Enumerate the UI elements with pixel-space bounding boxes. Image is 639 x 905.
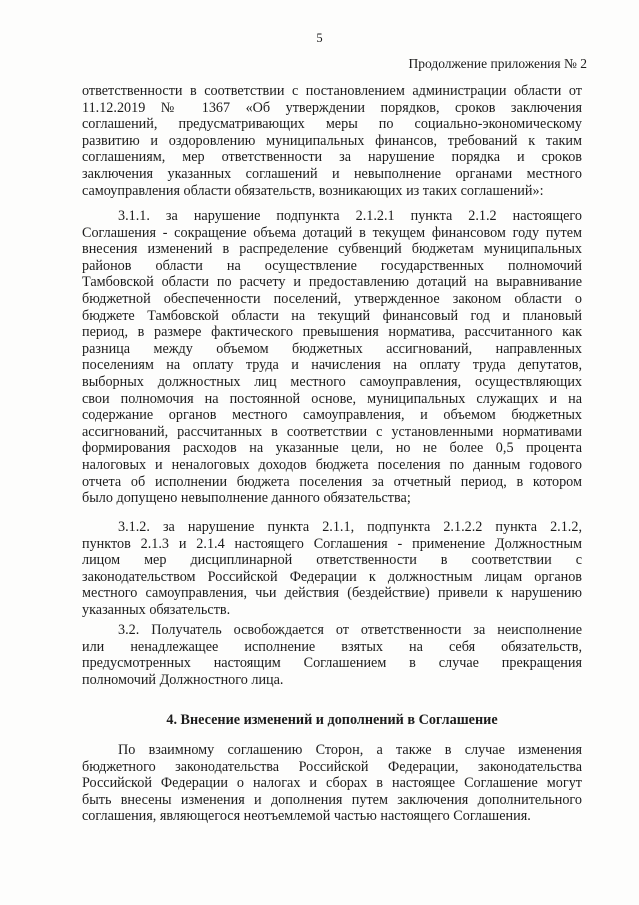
text-line: было допущено невыполнение данного обязательства; (82, 490, 411, 507)
text-line: разница между объемом бюджетных ассигнований, направленных (82, 340, 582, 357)
text-line: или ненадлежащее исполнение взятых на себя обязательств, (82, 638, 582, 655)
text-line: формирования расходов на указанные цели, но не более 0,5 процента (82, 440, 582, 457)
text-line: период, в размере фактического превышения норматива, рассчитанного как (82, 324, 582, 341)
text-line: внесения изменений в распределение субвенций бюджетам муниципальных (82, 241, 582, 258)
text-line: лицом мер дисциплинарной ответственности в соответствии с (82, 552, 582, 569)
text-line: 3.1.2. за нарушение пункта 2.1.1, подпункта 2.1.2.2 пункта 2.1.2, (118, 519, 582, 535)
paragraph-3-1-2 (82, 519, 582, 619)
text-line: полномочий Должностного лица. (82, 671, 284, 688)
text-line: указанных обязательств. (82, 601, 231, 618)
text-line: 3.1.1. за нарушение подпункта 2.1.2.1 пункта 2.1.2 настоящего (118, 208, 582, 224)
text-line: соглашениям, мер ответственности за нарушение порядка и сроков (82, 149, 582, 166)
text-line: предусмотренных настоящим Соглашением в случае прекращения (82, 655, 582, 672)
text-line: пунктов 2.1.3 и 2.1.4 настоящего Соглашения - применение Должностным (82, 535, 582, 552)
text-line: самоуправления области обязательств, возникающих из таких соглашений»: (82, 182, 544, 199)
text-line: соглашений, предусматривающих меры по социально-экономическому (82, 116, 582, 133)
text-line: развитию и оздоровлению муниципальных финансов, требований к таким (82, 132, 582, 149)
page-number: 5 (316, 31, 323, 45)
text-line: бюджетного законодательства Российской Федерации, законодательства (82, 758, 582, 775)
text-line: районов области на осуществление государственных полномочий (82, 257, 582, 274)
text-line: отчета об исполнении бюджета поселения за отчетный период, в котором (82, 473, 582, 490)
text-line: ассигнований, рассчитанных в соответствии с установленными нормативами (82, 423, 582, 440)
text-line: содержание органов местного самоуправления, и объемом бюджетных (82, 407, 582, 424)
text-line: местного самоуправления, чьи действия (бездействие) привели к нарушению (82, 585, 582, 602)
section-heading: 4. Внесение изменений и дополнений в Соглашение (166, 712, 498, 728)
text-line: 3.2. Получатель освобождается от ответственности за неисполнение (118, 622, 582, 638)
text-line: 11.12.2019 № 1367 «Об утверждении порядков, сроков заключения (82, 99, 582, 116)
text-line: свои полномочия на постоянной основе, муниципальных служащих и на (82, 390, 582, 407)
text-line: поселениям на оплату труда и начисления на оплату труда депутатов, (82, 357, 582, 374)
text-line: налоговых и неналоговых доходов бюджета поселения по данным годового (82, 456, 582, 473)
paragraph-3-1-1 (82, 208, 582, 507)
text-line: Соглашения - сокращение объема дотаций в текущем финансовом году путем (82, 224, 582, 241)
text-line: бюджете Тамбовской области на текущий финансовый год и плановый (82, 307, 582, 324)
text-line: бюджетной обеспеченности поселений, утвержденное законом области о (82, 290, 582, 307)
appendix-continuation-note: Продолжение приложения № 2 (408, 56, 587, 71)
paragraph-3-2 (82, 622, 582, 688)
paragraph-responsibility-intro (82, 83, 582, 199)
text-line: выборных должностных лиц местного самоуправления, осуществляющих (82, 373, 582, 390)
text-line: Российской Федерации о налогах и сборах в настоящее Соглашение могут (82, 775, 582, 792)
text-line: По взаимному соглашению Сторон, а также в случае изменения (118, 742, 582, 758)
text-line: быть внесены изменения и дополнения путем заключения дополнительного (82, 791, 582, 808)
text-line: Тамбовской области по расчету и предоставлению дотаций на выравнивание (82, 274, 582, 291)
paragraph-section-4 (82, 742, 582, 825)
text-line: заключения указанных соглашений и невыполнение органами местного (82, 165, 582, 182)
text-line: ответственности в соответствии с постановлением администрации области от (82, 83, 582, 99)
text-line: соглашения, являющегося неотъемлемой частью настоящего Соглашения. (82, 808, 531, 825)
text-line: законодательством Российской Федерации к должностным лицам органов (82, 568, 582, 585)
